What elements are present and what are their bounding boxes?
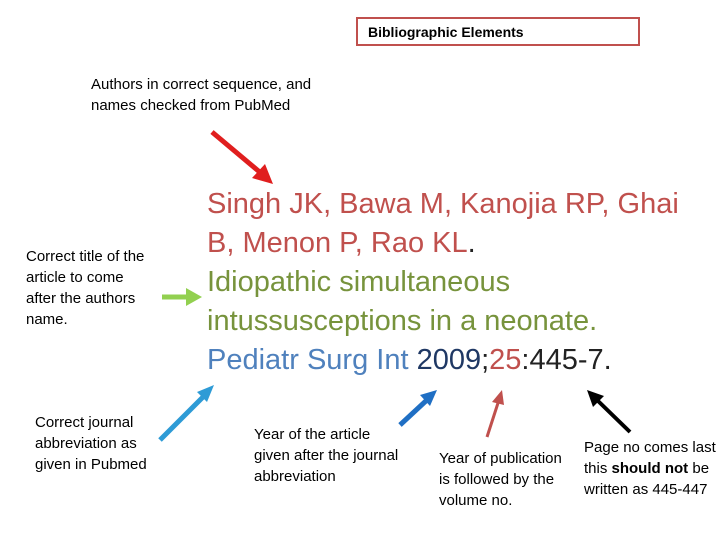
citation-title-1: Idiopathic simultaneous xyxy=(207,266,511,298)
diagram-title: Bibliographic Elements xyxy=(368,23,524,40)
citation-volume: 25 xyxy=(489,344,522,376)
page-note-should: should xyxy=(611,460,661,477)
page-note-not: not xyxy=(664,460,689,477)
authors-arrow-icon xyxy=(212,132,273,184)
citation-authors-2: B, Menon P, Rao KL xyxy=(207,227,468,259)
citation-journal: Pediatr Surg Int xyxy=(207,344,417,376)
citation-pages: 445-7. xyxy=(529,344,612,376)
page-note-end: be written as 445-447 xyxy=(584,460,710,498)
journal-arrow-icon xyxy=(160,385,214,440)
title-note: Correct title of the article to come after the authors name. xyxy=(26,248,145,328)
citation-semicolon: ; xyxy=(481,344,490,376)
year-arrow-icon xyxy=(400,390,437,425)
citation-title-2: intussusceptions in a neonate. xyxy=(207,305,598,337)
citation-colon: : xyxy=(521,344,530,376)
journal-note: Correct journal abbreviation as given in Pubmed xyxy=(35,414,147,473)
page-note-start: Page no comes last this xyxy=(584,439,716,477)
authors-note: Authors in correct sequence, and names checked from PubMed xyxy=(91,76,312,114)
citation-authors-1: Singh JK, Bawa M, Kanojia RP, Ghai xyxy=(207,188,679,220)
volume-arrow-icon xyxy=(487,390,504,437)
citation-year: 2009 xyxy=(416,344,482,376)
pages-arrow-icon xyxy=(587,390,630,432)
citation-authors-period: . xyxy=(467,227,476,259)
title-arrow-icon xyxy=(162,288,202,306)
volume-note: Year of publication is followed by the volume no. xyxy=(439,450,562,509)
year-note: Year of the article given after the journal abbreviation xyxy=(254,426,399,485)
